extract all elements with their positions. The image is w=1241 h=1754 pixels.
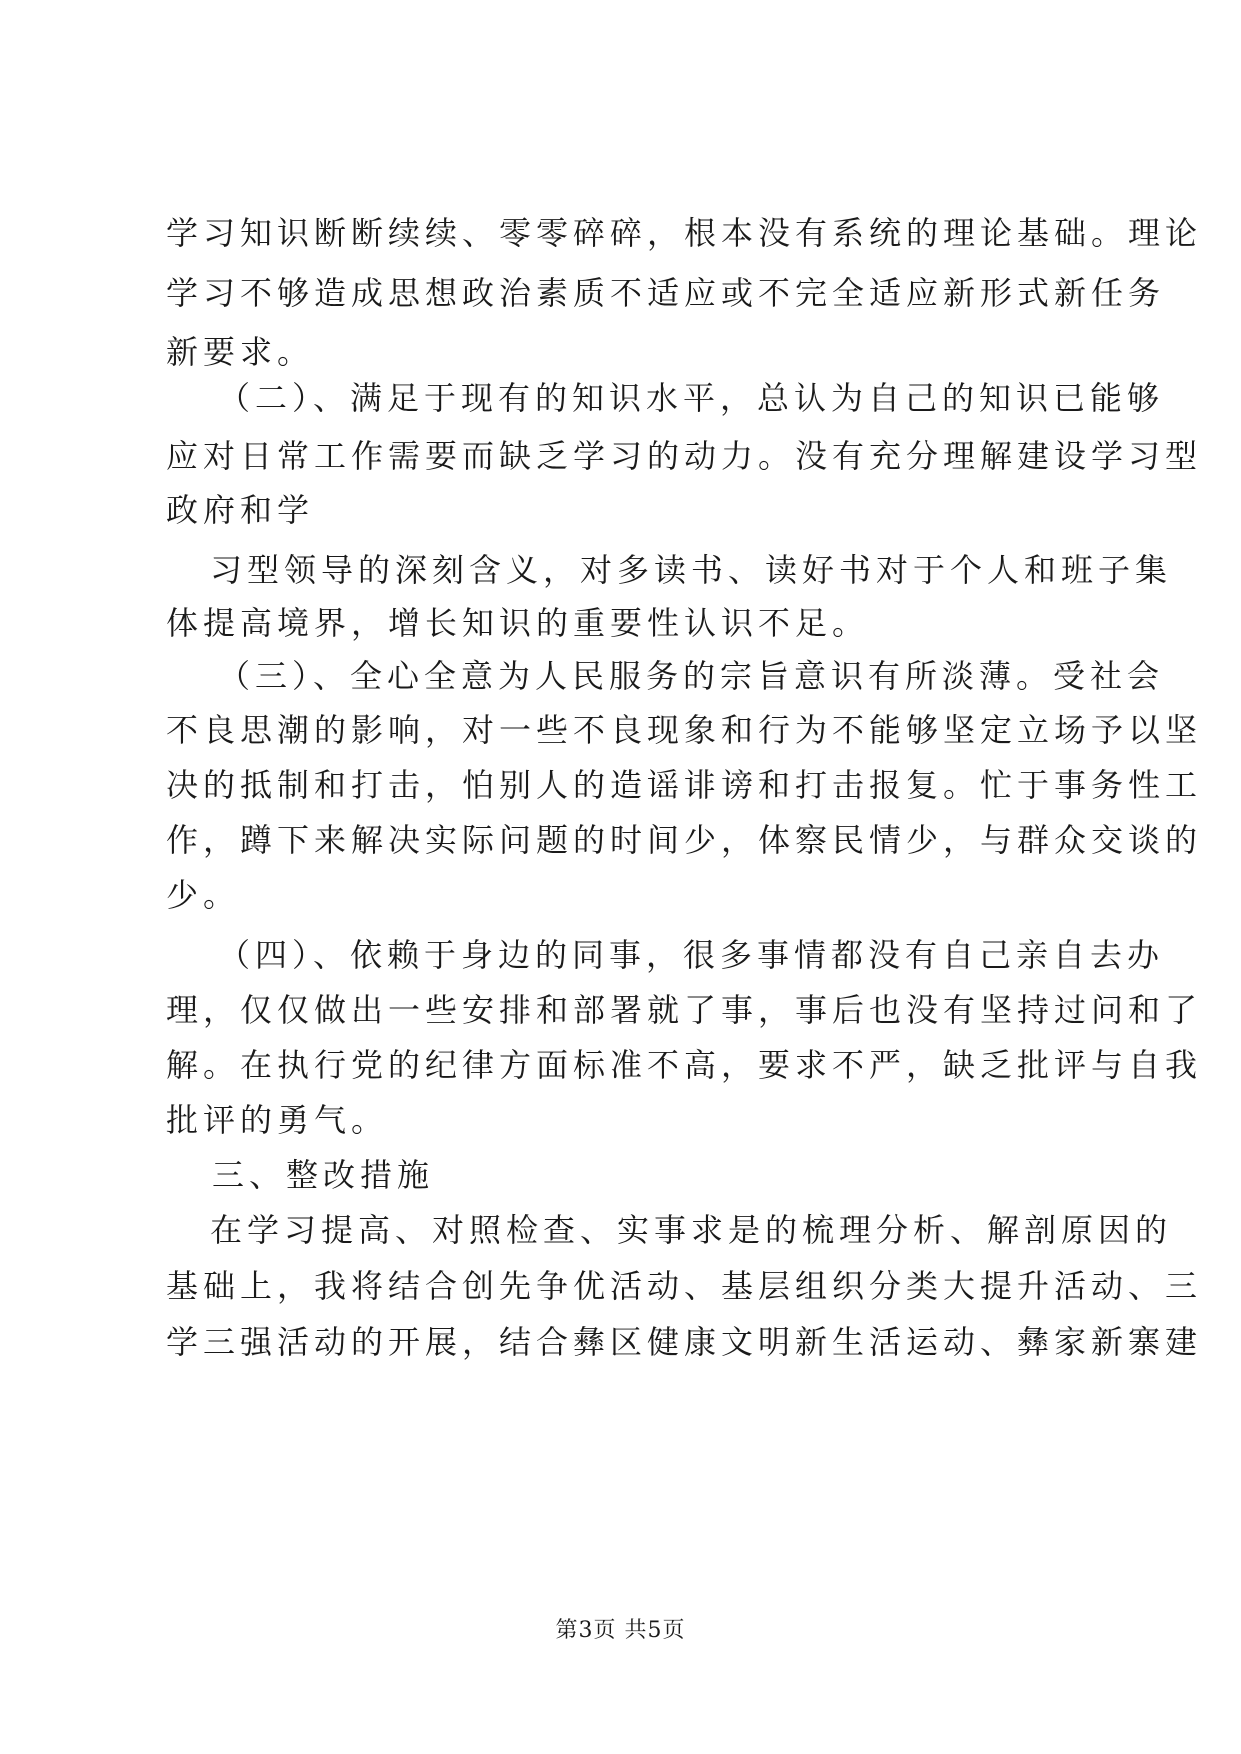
text-line: （三）、全心全意为人民服务的宗旨意识有所淡薄。受社会 (218, 657, 1165, 695)
text-line: （二）、满足于现有的知识水平，总认为自己的知识已能够 (218, 379, 1165, 417)
text-line: 基础上，我将结合创先争优活动、基层组织分类大提升活动、三 (166, 1267, 1203, 1305)
text-line: 学习不够造成思想政治素质不适应或不完全适应新形式新任务 (166, 274, 1166, 312)
text-line: 学三强活动的开展，结合彝区健康文明新生活运动、彝家新寨建 (166, 1323, 1203, 1361)
page-number-footer: 第3页 共5页 (555, 1618, 686, 1643)
text-line: 政府和学 (166, 491, 315, 529)
text-line: 应对日常工作需要而缺乏学习的动力。没有充分理解建设学习型 (166, 437, 1203, 475)
text-line: （四）、依赖于身边的同事，很多事情都没有自己亲自去办 (218, 936, 1165, 974)
text-line: 习型领导的深刻含义，对多读书、读好书对于个人和班子集 (210, 551, 1173, 589)
text-line: 在学习提高、对照检查、实事求是的梳理分析、解剖原因的 (210, 1211, 1173, 1249)
text-line: 学习知识断断续续、零零碎碎，根本没有系统的理论基础。理论 (166, 214, 1203, 252)
text-line: 决的抵制和打击，怕别人的造谣诽谤和打击报复。忙于事务性工 (166, 766, 1203, 804)
text-line: 解。在执行党的纪律方面标准不高，要求不严，缺乏批评与自我 (166, 1046, 1203, 1084)
text-line: 作，蹲下来解决实际问题的时间少，体察民情少，与群众交谈的 (166, 821, 1203, 859)
text-line: 理，仅仅做出一些安排和部署就了事，事后也没有坚持过问和了 (166, 991, 1203, 1029)
text-line: 不良思潮的影响，对一些不良现象和行为不能够坚定立场予以坚 (166, 711, 1203, 749)
text-line: 少。 (166, 876, 241, 914)
text-line: 批评的勇气。 (166, 1101, 389, 1139)
section-heading: 三、整改措施 (212, 1156, 435, 1194)
text-line: 新要求。 (166, 333, 315, 371)
text-line: 体提高境界，增长知识的重要性认识不足。 (166, 604, 870, 642)
